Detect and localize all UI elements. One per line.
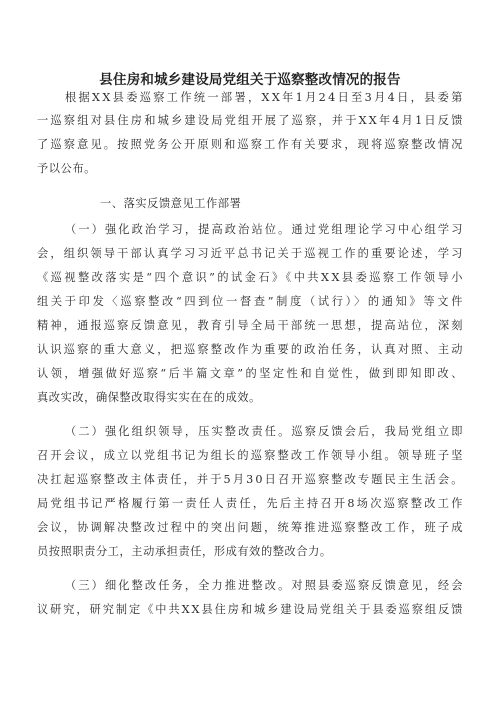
body-line-text: （一）强化政治学习，提高政治站位。通过党组理论学习中心组学习	[65, 223, 465, 236]
body-line-text: 《巡视整改落实是“四个意识”的试金石》《中共XX县委巡察工作领导小	[37, 271, 465, 284]
body-line	[0, 111, 500, 131]
body-line-text: 根据XX县委巡察工作统一部署，XX年1月24日至3月4日，县委第	[65, 91, 465, 104]
body-line-text: 会议，协调解决整改过程中的突出问题，统筹推进巡察整改工作，班子成	[37, 521, 465, 534]
body-line	[0, 576, 500, 596]
body-line-text: 组关于印发〈巡察整改“四到位一督查”制度（试行）〉的通知》等文件	[37, 295, 466, 308]
body-line-text: 议研究，研究制定《中共XX县住房和城乡建设局党组关于县委巡察组反馈	[37, 603, 465, 616]
body-line-text: （二）强化组织领导，压实整改责任。巡察反馈会后，我局党组立即	[65, 425, 465, 438]
body-line-text: 予以公布。	[37, 162, 96, 175]
body-line	[0, 316, 500, 336]
body-line	[0, 542, 500, 562]
body-line	[0, 88, 500, 108]
body-line	[0, 244, 500, 264]
body-line	[0, 388, 500, 408]
body-line-text: 了巡察意见。按照党务公开原则和巡察工作有关要求，现将巡察整改情况	[37, 138, 465, 151]
body-line	[0, 446, 500, 466]
body-line	[0, 340, 500, 360]
body-line	[0, 135, 500, 155]
body-line-text: （三）细化整改任务，全力推进整改。对照县委巡察反馈意见，经会	[65, 579, 465, 592]
body-line	[0, 292, 500, 312]
body-line	[0, 470, 500, 490]
body-line	[0, 220, 500, 240]
body-line-text: 精神，通报巡察反馈意见，教育引导全局干部统一思想，提高站位，深刻	[37, 319, 465, 332]
body-line-text: 会，组织领导干部认真学习习近平总书记关于巡视工作的重要论述，学习	[37, 247, 465, 260]
body-line-text: 局党组书记严格履行第一责任人责任，先后主持召开8场次巡察整改工作	[37, 497, 465, 510]
body-line-text: 认识巡察的重大意义，把巡察整改作为重要的政治任务，认真对照、主动	[37, 343, 465, 356]
body-line	[0, 364, 500, 384]
body-line-text: 决扛起巡察整改主体责任，并于5月30日召开巡察整改专题民主生活会。	[37, 473, 465, 486]
body-line-text: 真改实改，确保整改取得实实在在的成效。	[37, 391, 261, 404]
body-line	[0, 159, 500, 179]
body-line-text: 一、落实反馈意见工作部署	[100, 197, 242, 210]
body-line	[0, 194, 500, 214]
body-line	[0, 422, 500, 442]
body-line-text: 一巡察组对县住房和城乡建设局党组开展了巡察，并于XX年4月1日反馈	[37, 114, 465, 127]
body-line	[0, 518, 500, 538]
document-title: 县住房和城乡建设局党组关于巡察整改情况的报告	[99, 72, 401, 88]
body-line-text: 员按照职责分工，主动承担责任，形成有效的整改合力。	[37, 545, 332, 558]
body-line-text: 召开会议，成立以党组书记为组长的巡察整改工作领导小组。领导班子坚	[37, 449, 465, 462]
body-line	[0, 268, 500, 288]
body-line	[0, 494, 500, 514]
body-line-text: 认领，增强做好巡察“后半篇文章”的坚定性和自觉性，做到即知即改、	[37, 367, 465, 380]
body-line	[0, 600, 500, 620]
